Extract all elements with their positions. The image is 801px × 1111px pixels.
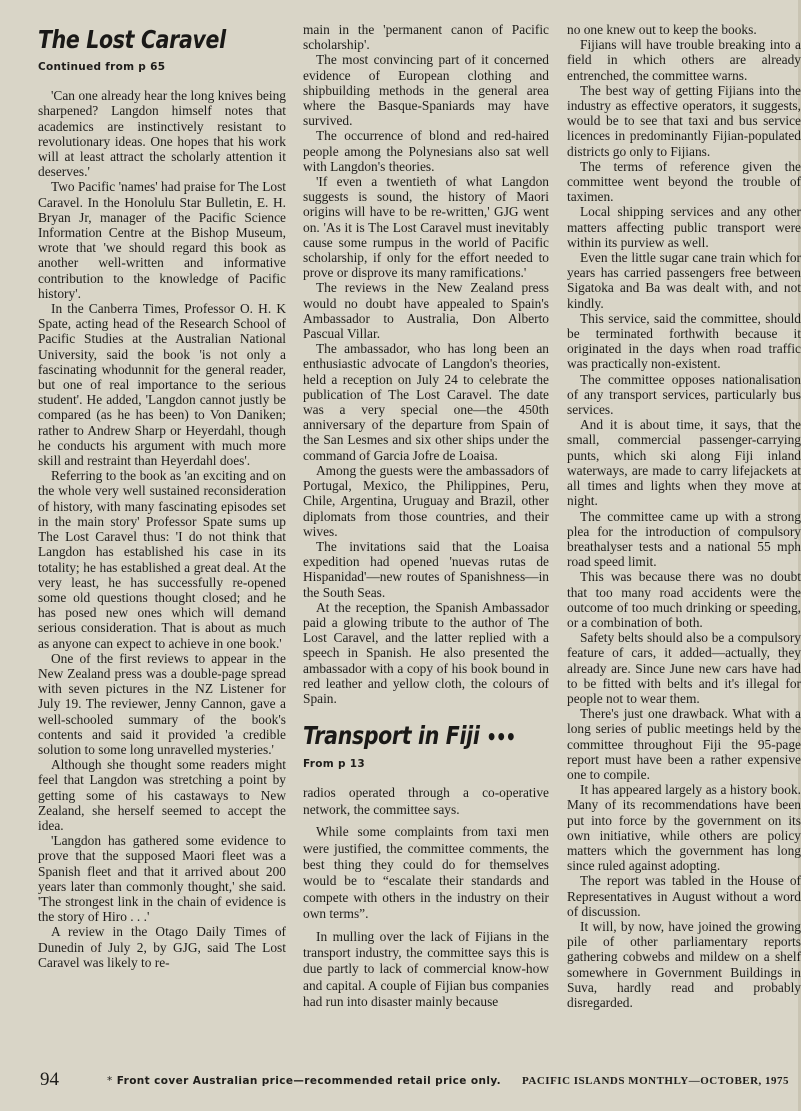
paragraph: The occurrence of blond and red-haired people among the Polynesians also sat well with Langdon's theories.	[303, 128, 549, 174]
paragraph: The ambassador, who has long been an enthusiastic advocate of Langdon's theories, held a reception on July 24 to celebrate the publication of The Lost Caravel. The date was a very special one—the 450th anniversary of the departure from Spain of the San Lesmes and six other ships under the command of Garcia Jofre de Loaisa.	[303, 341, 549, 463]
paragraph: At the reception, the Spanish Ambassador paid a glowing tribute to the author of The Lost Caravel, and the latter replied with a speech in Spanish. He also presented the ambassador with a copy of his book bound in red leather and yellow cloth, the colours of Spain.	[303, 599, 549, 706]
heading-dots: •••	[486, 725, 516, 750]
paragraph: One of the first reviews to appear in the New Zealand press was a double-page spread with seven pictures in the NZ Listener for July 19. The reviewer, Jenny Cannon, gave a well-schooled summary of the book's contents and said it provided 'a credible solution to some long unravelled mysteries.'	[38, 650, 286, 757]
paragraph: Two Pacific 'names' had praise for The Lost Caravel. In the Honolulu Star Bulletin, E. H. Bryan Jr, manager of the Pacific Science Information Centre at the Bishop Museum, wrote that 'we should regard this book as another well-written and informative contribution to the knowledge of Pacific history'.	[38, 179, 286, 301]
paragraph: 'Can one already hear the long knives being sharpened? Langdon himself notes that academics are instinctively resistant to revolutionary ideas. One hopes that his work will at least attract the scholarly attention it deserves.'	[38, 88, 286, 180]
paragraph: In the Canberra Times, Professor O. H. K Spate, acting head of the Research School of Pacific Studies at the Australian National University, said the book 'is not only a fascinating whodunnit for the general reader, but one of real importance to the serious student'. He added, 'Langdon cannot justly be compared (as he has been) to Von Daniken; rather to Andrew Sharp or Heyerdahl, though he conducts his argument with much more skill and restraint than Heyerdahl does'.	[38, 301, 286, 469]
paragraph: The invitations said that the Loaisa expedition had opened 'nuevas rutas de Hispanidad'—new routes of Spanishness—in the South Seas.	[303, 538, 549, 600]
continued-from-label: From p 13	[303, 758, 365, 771]
paragraph: There's just one drawback. What with a long series of public meetings held by the committee throughout Fiji the 95-page report must have been a rather expensive one to compile.	[567, 706, 801, 782]
paragraph: The committee opposes nationalisation of any transport services, particularly bus services.	[567, 371, 801, 418]
paragraph: no one knew out to keep the books.	[567, 22, 757, 37]
paragraph: This was because there was no doubt that too many road accidents were the outcome of too much drinking or speeding, or a combination of both.	[567, 569, 801, 630]
paragraph: The most convincing part of it concerned evidence of European clothing and shipbuilding methods in the general area where the Basque-Spaniards may have survived.	[303, 52, 549, 129]
paragraph: And it is about time, it says, that the small, commercial passenger-carrying punts, which ski along Fiji inland waterways, are made to carry lifejackets at all times and lights when they move at night.	[567, 417, 801, 509]
paragraph: While some complaints from taxi men were justified, the committee comments, the best thing they could do for themselves would be to “escalate their standards and compete with others in the industry on their own terms”.	[303, 824, 549, 922]
heading-text: Transport in Fiji	[303, 721, 480, 751]
paragraph: Even the little sugar cane train which for years has carried passengers free between Sigatoka and Ba was dealt with, and not kindly.	[567, 250, 801, 311]
paragraph: 'If even a twentieth of what Langdon suggests is sound, the history of Maori origins will have to be re-written,' GJG went on. 'As it is The Lost Caravel must inevitably cause some rumpus in the world of Pacific scholarship, if only for the effort needed to prove or disprove its many ramifications.'	[303, 174, 549, 281]
footnote-asterisk: *	[107, 1075, 113, 1087]
paragraph: Referring to the book as 'an exciting and on the whole very well sustained reconsideration of history, with many fascinating episodes set in the main story' Professor Spate sums up The Lost Caravel thus: 'I do not think that Langdon has established his case in its totality; he has established a great deal. At the very least, he has successfully re-opened some old questions thought closed; and he has posed new ones which will demand serious consideration. That is about as much as anyone can expect to achieve in one book.'	[38, 468, 286, 651]
paragraph: Among the guests were the ambassadors of Portugal, Mexico, the Philippines, Peru, Chile, Argentina, Uruguay and Brazil, other diplomats from those countries, and their wives.	[303, 462, 549, 539]
paragraph: Safety belts should also be a compulsory feature of cars, it added—actually, they already are. Since June new cars have had to be fitted with belts and it's illegal for people not to wear them.	[567, 630, 801, 706]
paragraph: The terms of reference given the committee went beyond the trouble of taximen.	[567, 158, 801, 205]
page-footer	[0, 1069, 801, 1093]
column-3	[567, 22, 801, 1067]
article-heading-lost-caravel: The Lost Caravel	[38, 25, 226, 54]
column-2	[303, 22, 549, 1017]
price-footnote	[107, 1075, 501, 1087]
continued-from-label: Continued from p 65	[38, 61, 166, 73]
paragraph: The reviews in the New Zealand press would no doubt have appealed to Spain's Ambassador to Australia, Don Alberto Pascual Villar.	[303, 280, 549, 342]
footnote-text: Front cover Australian price—recommended retail price only.	[116, 1075, 502, 1087]
paragraph: main in the 'permanent canon of Pacific scholarship'.	[303, 22, 549, 53]
paragraph: It has appeared largely as a history book. Many of its recommendations have been put into force by the government on its own initiative, while others are policy matters which the government has long since ruled against adopting.	[567, 782, 801, 874]
column-1	[38, 22, 286, 970]
transport-fiji-section	[303, 722, 549, 1010]
paragraph: The best way of getting Fijians into the industry as effective operators, it suggests, would be to see that taxi and bus service licences in predominantly Fijian-populated districts go only to Fijians.	[567, 82, 801, 159]
masthead-running-footer: PACIFIC ISLANDS MONTHLY—OCTOBER, 1975	[522, 1075, 790, 1087]
paragraph: A review in the Otago Daily Times of Dunedin of July 2, by GJG, said The Lost Caravel was likely to re-	[38, 924, 286, 970]
paragraph: Fijians will have trouble breaking into a field in which others are already entrenched, the committee warns.	[567, 37, 801, 83]
paragraph: radios operated through a co-operative network, the committee says.	[303, 785, 549, 817]
paragraph: 'Langdon has gathered some evidence to prove that the supposed Maori fleet was a Spanish fleet and that it arrived about 200 years later than commonly thought,' she said. 'The strongest link in the chain of evidence is the story of Hiro . . .'	[38, 833, 286, 925]
paragraph: The report was tabled in the House of Representatives in August without a word of discussion.	[567, 873, 801, 919]
paragraph: It will, by now, have joined the growing pile of other parliamentary reports gathering cobwebs and mildew on a shelf somewhere in Government Buildings in Suva, hardly read and probably disregarded.	[567, 918, 801, 1010]
article-heading-transport-fiji	[303, 721, 516, 751]
paragraph: Local shipping services and any other matters affecting public transport were within its purview as well.	[567, 204, 801, 250]
page-number: 94	[40, 1069, 59, 1090]
paragraph: This service, said the committee, should be terminated forthwith because it originated in the days when road traffic was practically non-existent.	[567, 310, 801, 372]
paragraph: Although she thought some readers might feel that Langdon was stretching a point by getting some of his castaways to New Zealand, she herself seemed to accept the idea.	[38, 757, 286, 833]
paragraph: In mulling over the lack of Fijians in the transport industry, the committee says this is due partly to lack of commercial know-how and capital. A couple of Fijian bus companies had run into disaster mainly because	[303, 928, 549, 1010]
paragraph: The committee came up with a strong plea for the introduction of compulsory breathalyser tests and a national 55 mph road speed limit.	[567, 508, 801, 570]
